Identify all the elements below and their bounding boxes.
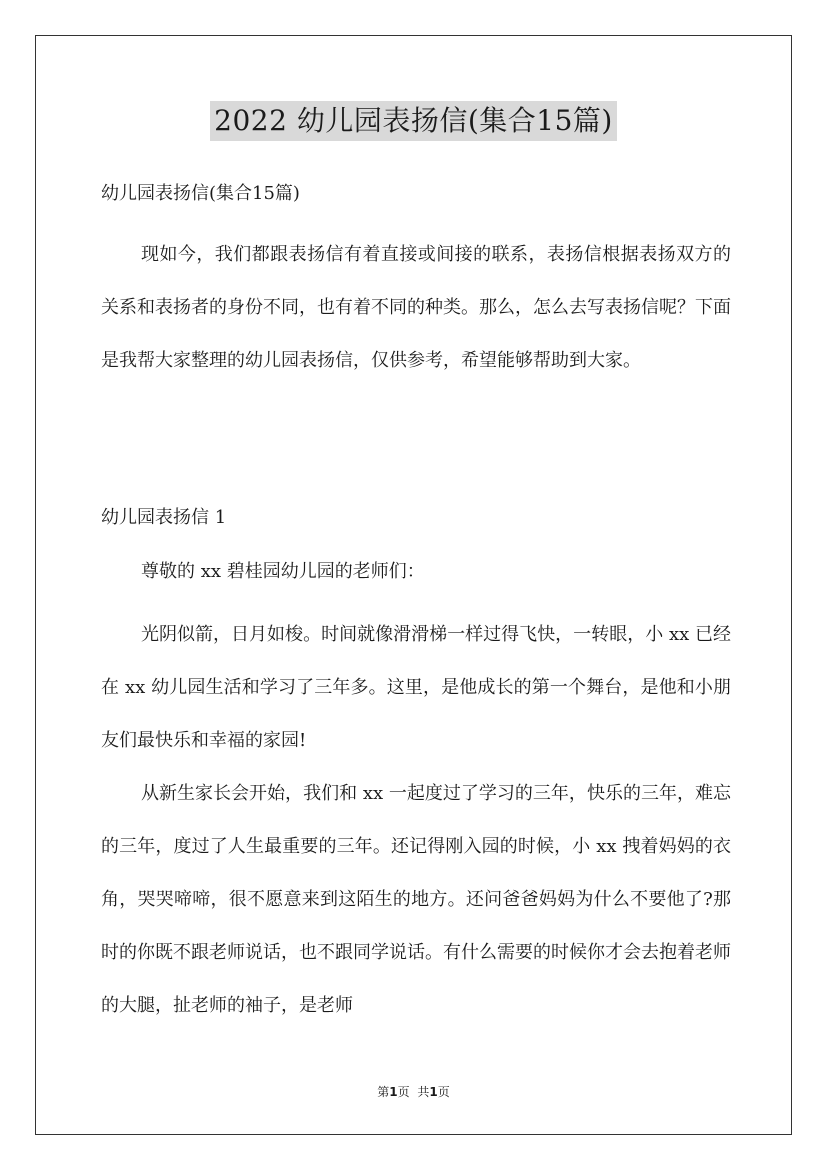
total-prefix: 共 bbox=[417, 1085, 430, 1099]
page-footer bbox=[0, 1083, 827, 1101]
salutation: 尊敬的 xx 碧桂园幼儿园的老师们： bbox=[141, 561, 425, 582]
letter-body bbox=[101, 608, 731, 1032]
title-container bbox=[0, 101, 827, 141]
section-heading: 幼儿园表扬信 1 bbox=[101, 507, 227, 528]
intro-paragraph: 现如今，我们都跟表扬信有着直接或间接的联系，表扬信根据表扬双方的关系和表扬者的身份不同，也有着不同的种类。那么，怎么去写表扬信呢？下面是我帮大家整理的幼儿园表扬信，仅供参考，希望能够帮助到大家。 bbox=[101, 244, 731, 371]
total-suffix: 页 bbox=[437, 1085, 450, 1099]
body-paragraph-2: 从新生家长会开始，我们和 xx 一起度过了学习的三年，快乐的三年，难忘的三年，度过了人生最重要的三年。还记得刚入园的时候，小 xx 拽着妈妈的衣角，哭哭啼啼，很不愿意来到这陌生的地方。还问爸爸妈妈为什么不要他了?那时的你既不跟老师说话，也不跟同学说话。有什么需要的时候你才会去抱着老师的大腿，扯老师的袖子，是老师 bbox=[101, 783, 731, 1016]
body-paragraph-1: 光阴似箭，日月如梭。时间就像滑滑梯一样过得飞快，一转眼，小 xx 已经在 xx 幼儿园生活和学习了三年多。这里，是他成长的第一个舞台，是他和小朋友们最快乐和幸福的家园! bbox=[101, 624, 731, 751]
document-subtitle: 幼儿园表扬信(集合15篇) bbox=[101, 183, 300, 204]
page-prefix: 第 bbox=[377, 1085, 390, 1099]
document-title: 2022 幼儿园表扬信(集合15篇) bbox=[210, 101, 617, 141]
total-pages: 1 bbox=[429, 1085, 438, 1099]
page-suffix: 页 bbox=[397, 1085, 410, 1099]
page-number: 1 bbox=[389, 1085, 398, 1099]
